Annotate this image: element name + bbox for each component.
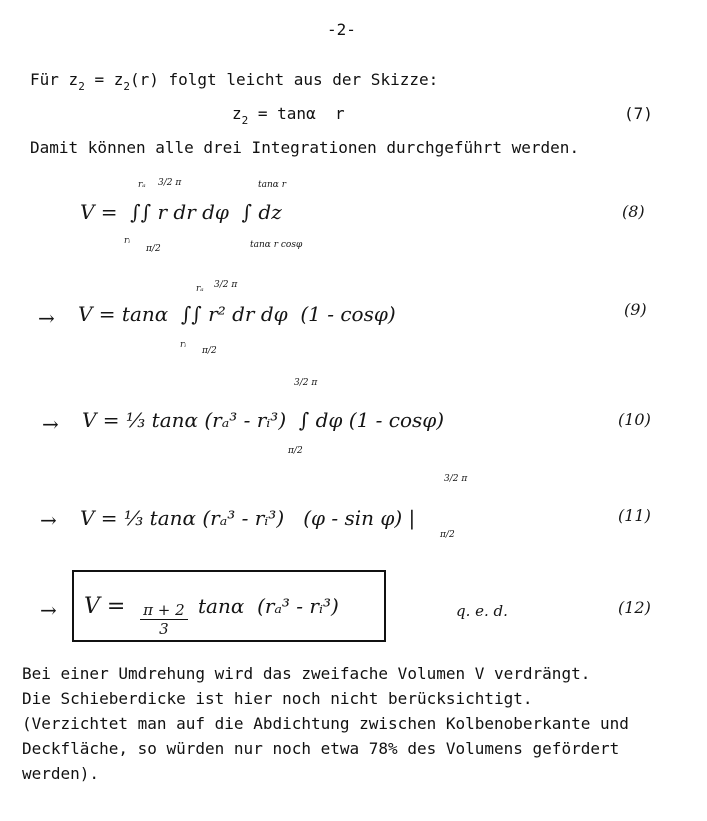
eq9-lim-r-upper: rₐ (196, 284, 204, 294)
closing-line-5: werden). (22, 764, 100, 783)
eq12-frac-num: π + 2 (140, 601, 188, 620)
eq12-frac-den: 3 (159, 620, 169, 638)
equation-number-9: (9) (624, 300, 647, 319)
equation-number-7: (7) (624, 104, 653, 123)
closing-line-4: Deckfläche, so würden nur noch etwa 78% des Volumens gefördert (22, 739, 620, 758)
eq12-arrow: → (40, 598, 57, 622)
closing-line-1: Bei einer Umdrehung wird das zweifache Volumen V verdrängt. (22, 664, 591, 683)
eq7-z: z (232, 104, 242, 123)
intro-line (30, 70, 439, 93)
intro-z2-sub: 2 (123, 80, 130, 93)
integration-sentence: Damit können alle drei Integrationen durchgeführt werden. (30, 138, 580, 157)
eq8-lim-phi-upper: 3/2 π (158, 178, 182, 188)
eq9-lim-r-lower: rᵢ (180, 340, 187, 350)
equation-number-11: (11) (618, 506, 651, 525)
qed-mark: q. e. d. (456, 602, 508, 620)
eq10-lim-upper: 3/2 π (294, 378, 318, 388)
equation-10: V = ⅓ tanα (rₐ³ - rᵢ³) ∫ dφ (1 - cosφ) (82, 408, 445, 432)
eq10-arrow: → (42, 412, 59, 436)
eq12-fraction (130, 582, 188, 638)
eq12-rest: tanα (rₐ³ - rᵢ³) (198, 594, 339, 618)
eq11-lim-lower: π/2 (440, 530, 455, 540)
eq8-lim-r-upper: rₐ (138, 180, 146, 190)
eq11-lim-upper: 3/2 π (444, 474, 468, 484)
eq9-arrow: → (38, 306, 55, 330)
intro-equals: = (84, 70, 114, 89)
equation-9: V = tanα ∫∫ r² dr dφ (1 - cosφ) (78, 302, 396, 326)
intro-z2: z (113, 70, 124, 89)
equation-number-10: (10) (618, 410, 651, 429)
closing-line-3: (Verzichtet man auf die Abdichtung zwischen Kolbenoberkante und (22, 714, 629, 733)
eq7-rhs: = tanα r (248, 104, 345, 123)
equation-8: V = ∫∫ r dr dφ ∫ dz (80, 200, 282, 224)
eq8-lim-phi-lower: π/2 (146, 244, 161, 254)
intro-prefix: Für (30, 70, 59, 89)
eq9-lim-phi-upper: 3/2 π (214, 280, 238, 290)
page-number: -2- (327, 20, 356, 39)
eq8-lim-z-lower: tanα r cosφ (250, 240, 303, 250)
eq9-lim-phi-lower: π/2 (202, 346, 217, 356)
equation-number-8: (8) (622, 202, 645, 221)
eq8-lim-r-lower: rᵢ (124, 236, 131, 246)
intro-z-sub: 2 (78, 80, 85, 93)
eq10-lim-lower: π/2 (288, 446, 303, 456)
eq12-lhs: V = (84, 594, 126, 619)
eq7-z-sub: 2 (241, 114, 249, 127)
equation-7 (232, 104, 345, 127)
intro-suffix: (r) folgt leicht aus der Skizze: (129, 70, 439, 89)
closing-line-2: Die Schieberdicke ist hier noch nicht berücksichtigt. (22, 689, 533, 708)
eq8-lim-z-upper: tanα r (258, 180, 287, 190)
equation-11: V = ⅓ tanα (rₐ³ - rᵢ³) (φ - sin φ) | (80, 506, 416, 530)
intro-z: z (68, 70, 79, 89)
equation-number-12: (12) (618, 598, 651, 617)
eq11-arrow: → (40, 508, 57, 532)
